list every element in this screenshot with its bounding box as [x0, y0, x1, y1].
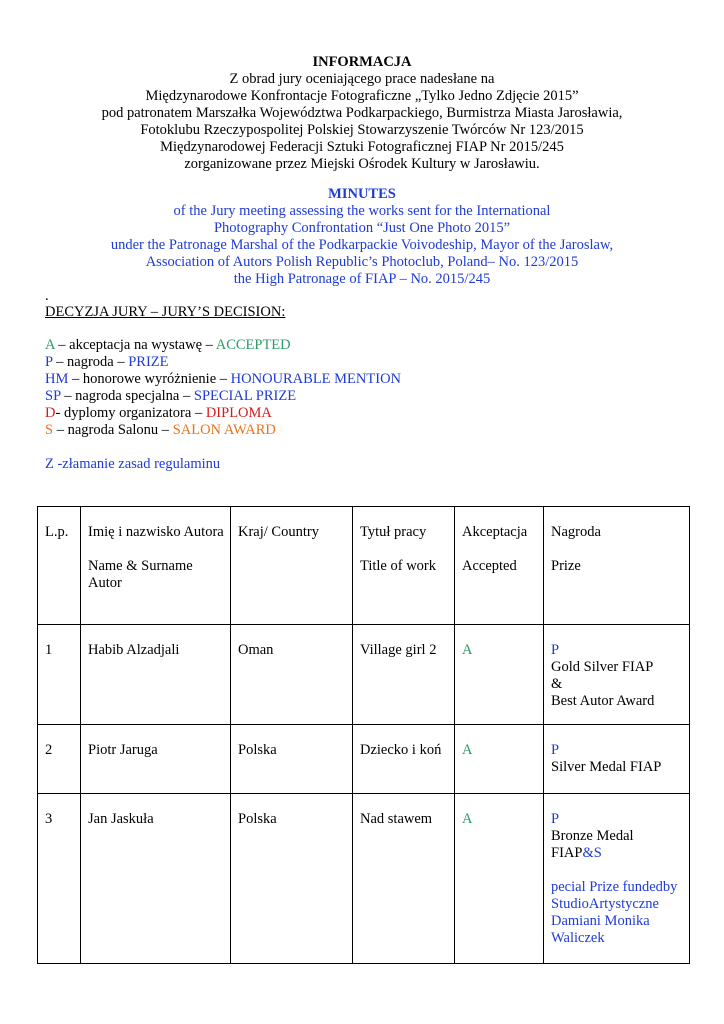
header-name [81, 507, 231, 625]
prize-code: P [551, 811, 560, 827]
header-title [353, 507, 455, 625]
legend-pl: – akceptacja na wystawę – [54, 337, 216, 353]
legend-item [45, 422, 401, 439]
cell-title: Dziecko i koń [353, 725, 455, 794]
special-prize-line: Waliczek [551, 930, 605, 946]
cell-lp: 1 [38, 625, 81, 725]
prize-line-post: &S [582, 845, 602, 861]
header-line-pl: Z obrad jury oceniającego prace nadesłane na [229, 71, 495, 87]
header-line-pl: pod patronatem Marszałka Województwa Podkarpackiego, Burmistrza Miasta Jarosławia, [101, 105, 623, 121]
legend-pl: – honorowe wyróżnienie – [68, 371, 231, 387]
legend-item [45, 354, 401, 371]
header-prize-pl: Nagroda [551, 524, 601, 540]
header-line-pl: Międzynarodowej Federacji Sztuki Fotograficznej FIAP Nr 2015/245 [160, 139, 564, 155]
header-lp-text: L.p. [45, 524, 69, 540]
header-prize [544, 507, 690, 625]
cell-lp: 2 [38, 725, 81, 794]
cell-country: Oman [231, 625, 353, 725]
legend-en: DIPLOMA [205, 405, 272, 421]
header-line-pl: Fotoklubu Rzeczypospolitej Polskiej Stowarzyszenie Twórców Nr 123/2015 [140, 122, 584, 138]
decision-heading: DECYZJA JURY – JURY’S DECISION: [45, 304, 286, 320]
legend-item [45, 405, 401, 422]
prize-code: P [551, 742, 560, 758]
legend [45, 337, 401, 439]
header-line-pl: Międzynarodowe Konfrontacje Fotograficzne „Tylko Jedno Zdjęcie 2015” [145, 88, 579, 104]
header-name-en: Name & Surname Autor [88, 558, 193, 591]
legend-en: HONOURABLE MENTION [230, 371, 402, 387]
legend-code: P [45, 354, 53, 370]
header-polish [0, 54, 724, 173]
header-accepted-en: Accepted [462, 558, 517, 574]
stray-dot: . [45, 288, 49, 304]
prize-line: & [551, 676, 563, 692]
header-line-en: Association of Autors Polish Republic’s Photoclub, Poland– No. 123/2015 [145, 254, 579, 270]
legend-en: SALON AWARD [172, 422, 276, 438]
cell-accepted: A [455, 725, 544, 794]
prize-line-pre: FIAP [551, 845, 583, 861]
cell-country: Polska [231, 794, 353, 964]
header-title-pl: INFORMACJA [312, 54, 412, 70]
legend-pl: – nagroda specjalna – [60, 388, 194, 404]
header-accepted-pl: Akceptacja [462, 524, 528, 540]
legend-pl: – nagroda – [52, 354, 129, 370]
header-line-en: of the Jury meeting assessing the works sent for the International [173, 203, 551, 219]
header-english [0, 186, 724, 288]
prize-line [551, 845, 683, 862]
table-row [38, 725, 690, 794]
legend-pl: - dyplomy organizatora – [55, 405, 206, 421]
legend-code: A [45, 337, 55, 353]
prize-code: P [551, 642, 560, 658]
header-title-en: MINUTES [328, 186, 396, 202]
legend-item [45, 337, 401, 354]
legend-code: SP [45, 388, 61, 404]
legend-pl: – nagroda Salonu – [53, 422, 173, 438]
cell-name: Piotr Jaruga [81, 725, 231, 794]
legend-en: ACCEPTED [215, 337, 291, 353]
prize-line: Best Autor Award [551, 693, 655, 709]
cell-title: Village girl 2 [353, 625, 455, 725]
cell-prize [544, 625, 690, 725]
cell-country: Polska [231, 725, 353, 794]
header-prize-en: Prize [551, 558, 581, 574]
header-line-en: Photography Confrontation “Just One Photo 2015” [213, 220, 511, 236]
header-lp [38, 507, 81, 625]
rule-note: Z -złamanie zasad regulaminu [45, 456, 221, 472]
header-line-pl: zorganizowane przez Miejski Ośrodek Kultury w Jarosławiu. [184, 156, 540, 172]
prize-line: Silver Medal FIAP [551, 759, 662, 775]
special-prize-line: StudioArtystyczne [551, 896, 659, 912]
table-row [38, 794, 690, 964]
header-accepted [455, 507, 544, 625]
header-title-pl: Tytuł pracy [360, 524, 427, 540]
special-prize-line: Damiani Monika [551, 913, 650, 929]
results-table [37, 506, 690, 964]
legend-en: PRIZE [128, 354, 169, 370]
legend-code: D [45, 405, 56, 421]
header-title-en: Title of work [360, 558, 436, 574]
cell-prize [544, 725, 690, 794]
header-name-pl: Imię i nazwisko Autora [88, 524, 224, 540]
prize-line: Bronze Medal [551, 828, 634, 844]
cell-lp: 3 [38, 794, 81, 964]
header-line-en: under the Patronage Marshal of the Podkarpackie Voivodeship, Mayor of the Jaroslaw, [110, 237, 614, 253]
legend-item [45, 388, 401, 405]
header-line-en: the High Patronage of FIAP – No. 2015/245 [233, 271, 491, 287]
table-row [38, 625, 690, 725]
prize-line: Gold Silver FIAP [551, 659, 654, 675]
legend-item [45, 371, 401, 388]
special-prize-line: pecial Prize fundedby [551, 879, 678, 895]
header-country [231, 507, 353, 625]
cell-title: Nad stawem [353, 794, 455, 964]
table-header-row [38, 507, 690, 625]
cell-accepted: A [455, 625, 544, 725]
cell-name: Jan Jaskuła [81, 794, 231, 964]
legend-code: S [45, 422, 54, 438]
legend-en: SPECIAL PRIZE [193, 388, 297, 404]
header-country-text: Kraj/ Country [238, 524, 319, 540]
legend-code: HM [45, 371, 69, 387]
cell-accepted: A [455, 794, 544, 964]
cell-prize [544, 794, 690, 964]
cell-name: Habib Alzadjali [81, 625, 231, 725]
